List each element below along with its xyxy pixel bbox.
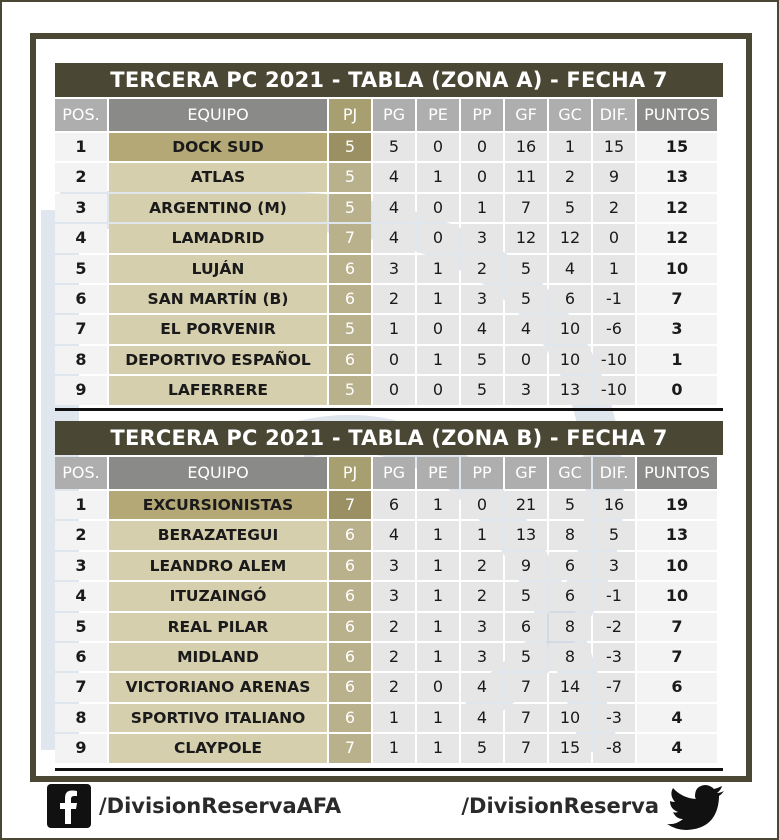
table-row [55,643,723,671]
lost-cell: 1 [461,194,503,222]
played-cell: 5 [329,133,371,161]
table-row [55,163,723,191]
header-pg: PG [373,99,415,131]
goals-against-cell: 12 [549,224,591,252]
header-team: EQUIPO [109,99,327,131]
goal-difference-cell: 16 [593,491,635,519]
goal-difference-cell: 5 [593,521,635,549]
goals-against-cell: 13 [549,376,591,404]
team-name-cell: CLAYPOLE [109,734,327,762]
table-row [55,376,723,404]
played-cell: 6 [329,346,371,374]
lost-cell: 3 [461,285,503,313]
played-cell: 6 [329,582,371,610]
points-cell: 0 [637,376,717,404]
team-name-cell: EL PORVENIR [109,315,327,343]
won-cell: 2 [373,613,415,641]
goals-for-cell: 11 [505,163,547,191]
drawn-cell: 1 [417,255,459,283]
goals-against-cell: 1 [549,133,591,161]
team-name-cell: REAL PILAR [109,613,327,641]
position-cell: 1 [55,491,107,519]
points-cell: 6 [637,673,717,701]
won-cell: 2 [373,285,415,313]
lost-cell: 0 [461,133,503,161]
team-name-cell: ARGENTINO (M) [109,194,327,222]
header-pos: POS. [55,457,107,489]
goals-for-cell: 0 [505,346,547,374]
goal-difference-cell: 1 [593,255,635,283]
points-cell: 7 [637,613,717,641]
goal-difference-cell: -10 [593,376,635,404]
lost-cell: 5 [461,376,503,404]
won-cell: 3 [373,255,415,283]
won-cell: 4 [373,521,415,549]
played-cell: 6 [329,704,371,732]
goals-for-cell: 6 [505,613,547,641]
team-name-cell: LAFERRERE [109,376,327,404]
separator-line [55,408,723,411]
drawn-cell: 1 [417,582,459,610]
zone-b-table [55,421,723,763]
facebook-icon[interactable] [47,784,91,828]
drawn-cell: 1 [417,704,459,732]
points-cell: 13 [637,163,717,191]
played-cell: 7 [329,734,371,762]
lost-cell: 4 [461,673,503,701]
team-name-cell: DOCK SUD [109,133,327,161]
won-cell: 5 [373,133,415,161]
goal-difference-cell: -1 [593,285,635,313]
twitter-handle[interactable]: /DivisionReserva [461,794,659,818]
table-row [55,582,723,610]
won-cell: 0 [373,346,415,374]
header-points: PUNTOS [637,99,717,131]
drawn-cell: 0 [417,376,459,404]
goals-for-cell: 7 [505,673,547,701]
header-pe: PE [417,99,459,131]
goals-for-cell: 9 [505,552,547,580]
points-cell: 7 [637,285,717,313]
table-row [55,704,723,732]
won-cell: 3 [373,582,415,610]
lost-cell: 5 [461,346,503,374]
drawn-cell: 0 [417,194,459,222]
table-row [55,346,723,374]
table-row [55,491,723,519]
goals-against-cell: 4 [549,255,591,283]
drawn-cell: 0 [417,673,459,701]
team-name-cell: ATLAS [109,163,327,191]
drawn-cell: 1 [417,346,459,374]
lost-cell: 5 [461,734,503,762]
won-cell: 4 [373,163,415,191]
position-cell: 9 [55,376,107,404]
team-name-cell: LEANDRO ALEM [109,552,327,580]
team-name-cell: VICTORIANO ARENAS [109,673,327,701]
table-row [55,194,723,222]
points-cell: 19 [637,491,717,519]
points-cell: 1 [637,346,717,374]
header-gc: GC [549,99,591,131]
points-cell: 7 [637,643,717,671]
goal-difference-cell: -1 [593,582,635,610]
lost-cell: 4 [461,704,503,732]
table-row [55,133,723,161]
played-cell: 6 [329,613,371,641]
points-cell: 4 [637,704,717,732]
header-pe: PE [417,457,459,489]
drawn-cell: 1 [417,613,459,641]
played-cell: 6 [329,521,371,549]
table-row [55,315,723,343]
points-cell: 10 [637,552,717,580]
goals-for-cell: 4 [505,315,547,343]
position-cell: 4 [55,224,107,252]
header-points: PUNTOS [637,457,717,489]
facebook-handle[interactable]: /DivisionReservaAFA [99,794,342,818]
goals-against-cell: 6 [549,552,591,580]
header-dif: DIF. [593,457,635,489]
won-cell: 0 [373,376,415,404]
position-cell: 2 [55,521,107,549]
played-cell: 7 [329,491,371,519]
header-pg: PG [373,457,415,489]
lost-cell: 3 [461,643,503,671]
points-cell: 4 [637,734,717,762]
goals-for-cell: 3 [505,376,547,404]
goals-against-cell: 14 [549,673,591,701]
drawn-cell: 1 [417,285,459,313]
drawn-cell: 1 [417,521,459,549]
goals-for-cell: 13 [505,521,547,549]
goals-against-cell: 15 [549,734,591,762]
lost-cell: 4 [461,315,503,343]
position-cell: 1 [55,133,107,161]
header-gc: GC [549,457,591,489]
position-cell: 6 [55,643,107,671]
position-cell: 7 [55,315,107,343]
drawn-cell: 0 [417,133,459,161]
goal-difference-cell: 3 [593,552,635,580]
goals-for-cell: 5 [505,255,547,283]
goal-difference-cell: -6 [593,315,635,343]
goals-against-cell: 8 [549,613,591,641]
won-cell: 4 [373,224,415,252]
points-cell: 3 [637,315,717,343]
footer [0,782,779,836]
goals-against-cell: 10 [549,346,591,374]
goal-difference-cell: -2 [593,613,635,641]
points-cell: 10 [637,255,717,283]
won-cell: 3 [373,552,415,580]
points-cell: 15 [637,133,717,161]
header-pp: PP [461,99,503,131]
played-cell: 6 [329,285,371,313]
position-cell: 3 [55,194,107,222]
goals-against-cell: 2 [549,163,591,191]
team-name-cell: EXCURSIONISTAS [109,491,327,519]
goal-difference-cell: -3 [593,704,635,732]
goals-for-cell: 7 [505,704,547,732]
goals-for-cell: 5 [505,582,547,610]
goals-for-cell: 16 [505,133,547,161]
zone-b-header-row [55,457,723,489]
points-cell: 12 [637,194,717,222]
goal-difference-cell: 15 [593,133,635,161]
played-cell: 6 [329,255,371,283]
zone-a-header-row [55,99,723,131]
position-cell: 8 [55,704,107,732]
goals-for-cell: 21 [505,491,547,519]
goals-against-cell: 10 [549,704,591,732]
position-cell: 5 [55,255,107,283]
bottom-line [55,768,723,771]
goal-difference-cell: -10 [593,346,635,374]
team-name-cell: SPORTIVO ITALIANO [109,704,327,732]
header-dif: DIF. [593,99,635,131]
header-pj: PJ [329,99,371,131]
position-cell: 8 [55,346,107,374]
goals-for-cell: 5 [505,285,547,313]
zone-b-title: TERCERA PC 2021 - TABLA (ZONA B) - FECHA 7 [55,421,723,455]
table-row [55,285,723,313]
team-name-cell: ITUZAINGÓ [109,582,327,610]
goals-against-cell: 5 [549,491,591,519]
lost-cell: 3 [461,613,503,641]
goals-against-cell: 8 [549,643,591,671]
points-cell: 10 [637,582,717,610]
team-name-cell: BERAZATEGUI [109,521,327,549]
drawn-cell: 1 [417,734,459,762]
goals-against-cell: 6 [549,582,591,610]
goals-for-cell: 7 [505,194,547,222]
goals-against-cell: 5 [549,194,591,222]
position-cell: 3 [55,552,107,580]
lost-cell: 2 [461,582,503,610]
header-gf: GF [505,457,547,489]
played-cell: 5 [329,194,371,222]
goals-for-cell: 5 [505,643,547,671]
goal-difference-cell: 2 [593,194,635,222]
won-cell: 6 [373,491,415,519]
goal-difference-cell: -3 [593,643,635,671]
zone-a-rows [55,133,723,405]
won-cell: 2 [373,673,415,701]
header-gf: GF [505,99,547,131]
played-cell: 5 [329,376,371,404]
lost-cell: 2 [461,552,503,580]
drawn-cell: 0 [417,224,459,252]
position-cell: 9 [55,734,107,762]
position-cell: 5 [55,613,107,641]
won-cell: 1 [373,315,415,343]
drawn-cell: 0 [417,315,459,343]
goals-for-cell: 7 [505,734,547,762]
table-row [55,613,723,641]
played-cell: 5 [329,315,371,343]
lost-cell: 3 [461,224,503,252]
drawn-cell: 1 [417,552,459,580]
twitter-bird-icon[interactable] [664,784,728,832]
team-name-cell: LAMADRID [109,224,327,252]
zone-a-title: TERCERA PC 2021 - TABLA (ZONA A) - FECHA 7 [55,63,723,97]
position-cell: 7 [55,673,107,701]
drawn-cell: 1 [417,643,459,671]
zone-b-rows [55,491,723,763]
goals-against-cell: 10 [549,315,591,343]
goal-difference-cell: -7 [593,673,635,701]
table-row [55,552,723,580]
header-team: EQUIPO [109,457,327,489]
table-row [55,255,723,283]
position-cell: 6 [55,285,107,313]
points-cell: 13 [637,521,717,549]
table-row [55,224,723,252]
table-row [55,521,723,549]
team-name-cell: SAN MARTÍN (B) [109,285,327,313]
drawn-cell: 1 [417,163,459,191]
header-pj: PJ [329,457,371,489]
played-cell: 5 [329,163,371,191]
won-cell: 4 [373,194,415,222]
played-cell: 6 [329,552,371,580]
won-cell: 1 [373,734,415,762]
goal-difference-cell: 0 [593,224,635,252]
goal-difference-cell: 9 [593,163,635,191]
header-pos: POS. [55,99,107,131]
drawn-cell: 1 [417,491,459,519]
team-name-cell: DEPORTIVO ESPAÑOL [109,346,327,374]
played-cell: 7 [329,224,371,252]
header-pp: PP [461,457,503,489]
won-cell: 1 [373,704,415,732]
goals-against-cell: 6 [549,285,591,313]
won-cell: 2 [373,643,415,671]
goals-against-cell: 8 [549,521,591,549]
table-row [55,673,723,701]
lost-cell: 0 [461,163,503,191]
points-cell: 12 [637,224,717,252]
team-name-cell: MIDLAND [109,643,327,671]
table-row [55,734,723,762]
position-cell: 4 [55,582,107,610]
zone-a-table [55,63,723,405]
lost-cell: 1 [461,521,503,549]
goal-difference-cell: -8 [593,734,635,762]
goals-for-cell: 12 [505,224,547,252]
played-cell: 6 [329,643,371,671]
lost-cell: 2 [461,255,503,283]
team-name-cell: LUJÁN [109,255,327,283]
played-cell: 6 [329,673,371,701]
position-cell: 2 [55,163,107,191]
lost-cell: 0 [461,491,503,519]
